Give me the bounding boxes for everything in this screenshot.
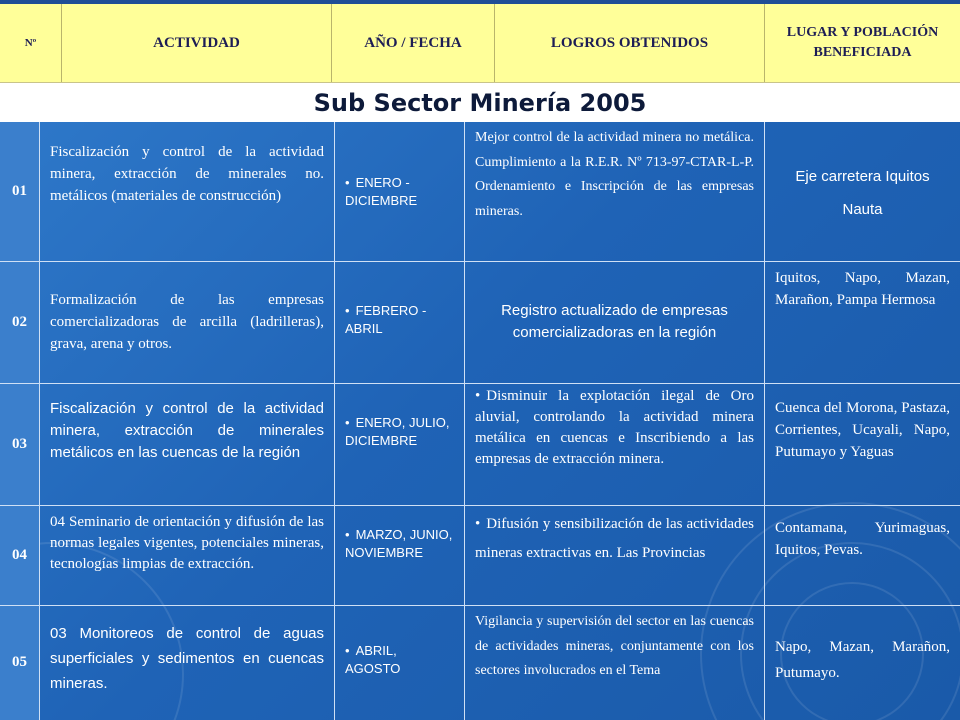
row-fecha-text: ENERO, JULIO, DICIEMBRE <box>345 415 450 448</box>
row-number: 05 <box>0 606 40 720</box>
row-number: 02 <box>0 262 40 384</box>
row-logros-text: Disminuir la explotación ilegal de Oro aluvial, controlando la actividad minera metálica en cuencas e Inscribiendo a las empresas de extracción minera. <box>475 388 754 467</box>
row-lugar: Napo, Mazan, Marañon, Putumayo. <box>775 639 950 682</box>
row-fecha-text: FEBRERO - ABRIL <box>345 303 427 336</box>
header-divider <box>0 82 960 83</box>
row-number: 01 <box>0 122 40 262</box>
row-fecha-text: ENERO - DICIEMBRE <box>345 175 418 208</box>
page-title: Sub Sector Minería 2005 <box>0 84 960 122</box>
row-lugar: Cuenca del Morona, Pastaza, Corrientes, Ucayali, Napo, Putumayo y Yaguas <box>765 384 960 506</box>
row-logros: Registro actualizado de empresas comercializadoras en la región <box>465 262 765 384</box>
row-actividad: 04 Seminario de orientación y difusión de las normas legales vigentes, potenciales mineras, tecnologías limpias de extracción. <box>40 506 335 606</box>
row-logros: Mejor control de la actividad minera no metálica. Cumplimiento a la R.E.R. Nº 713-97-CTAR-L-P. Ordenamiento e Inscripción de las empresas mineras. <box>465 122 765 262</box>
row-logros <box>465 384 765 506</box>
row-fecha-text: MARZO, JUNIO, NOVIEMBRE <box>345 527 453 560</box>
header-fecha: AÑO / FECHA <box>332 4 495 82</box>
row-fecha <box>335 606 465 720</box>
row-number: 04 <box>0 506 40 606</box>
row-fecha-text: ABRIL, AGOSTO <box>345 643 401 676</box>
table-body <box>0 122 960 720</box>
row-fecha <box>335 262 465 384</box>
row-logros-text: Difusión y sensibilización de las actividades mineras extractivas en. Las Provincias <box>475 516 754 561</box>
row-lugar: Contamana, Yurimaguas, Iquitos, Pevas. <box>765 506 960 606</box>
row-fecha <box>335 506 465 606</box>
row-logros: Vigilancia y supervisión del sector en las cuencas de actividades mineras, conjuntamente con los sectores involucrados en el Tema <box>465 606 765 720</box>
header-actividad: ACTIVIDAD <box>62 4 332 82</box>
row-lugar: Iquitos, Napo, Mazan, Marañon, Pampa Hermosa <box>765 262 960 384</box>
row-actividad: 03 Monitoreos de control de aguas superficiales y sedimentos en cuencas mineras. <box>40 606 335 720</box>
row-actividad: Formalización de las empresas comercializadoras de arcilla (ladrilleras), grava, arena y otros. <box>40 262 335 384</box>
row-fecha <box>335 122 465 262</box>
row-lugar: Eje carretera Iquitos Nauta <box>765 122 960 262</box>
row-logros <box>465 506 765 606</box>
row-actividad: Fiscalización y control de la actividad minera, extracción de minerales no. metálicos (materiales de construcción) <box>40 122 335 262</box>
header-lugar: LUGAR Y POBLACIÓN BENEFICIADA <box>765 4 960 82</box>
header-num: Nº <box>0 4 62 82</box>
row-fecha <box>335 384 465 506</box>
row-number: 03 <box>0 384 40 506</box>
header-logros: LOGROS OBTENIDOS <box>495 4 765 82</box>
row-actividad: Fiscalización y control de la actividad minera, extracción de minerales metálicos en las cuencas de la región <box>40 384 335 506</box>
